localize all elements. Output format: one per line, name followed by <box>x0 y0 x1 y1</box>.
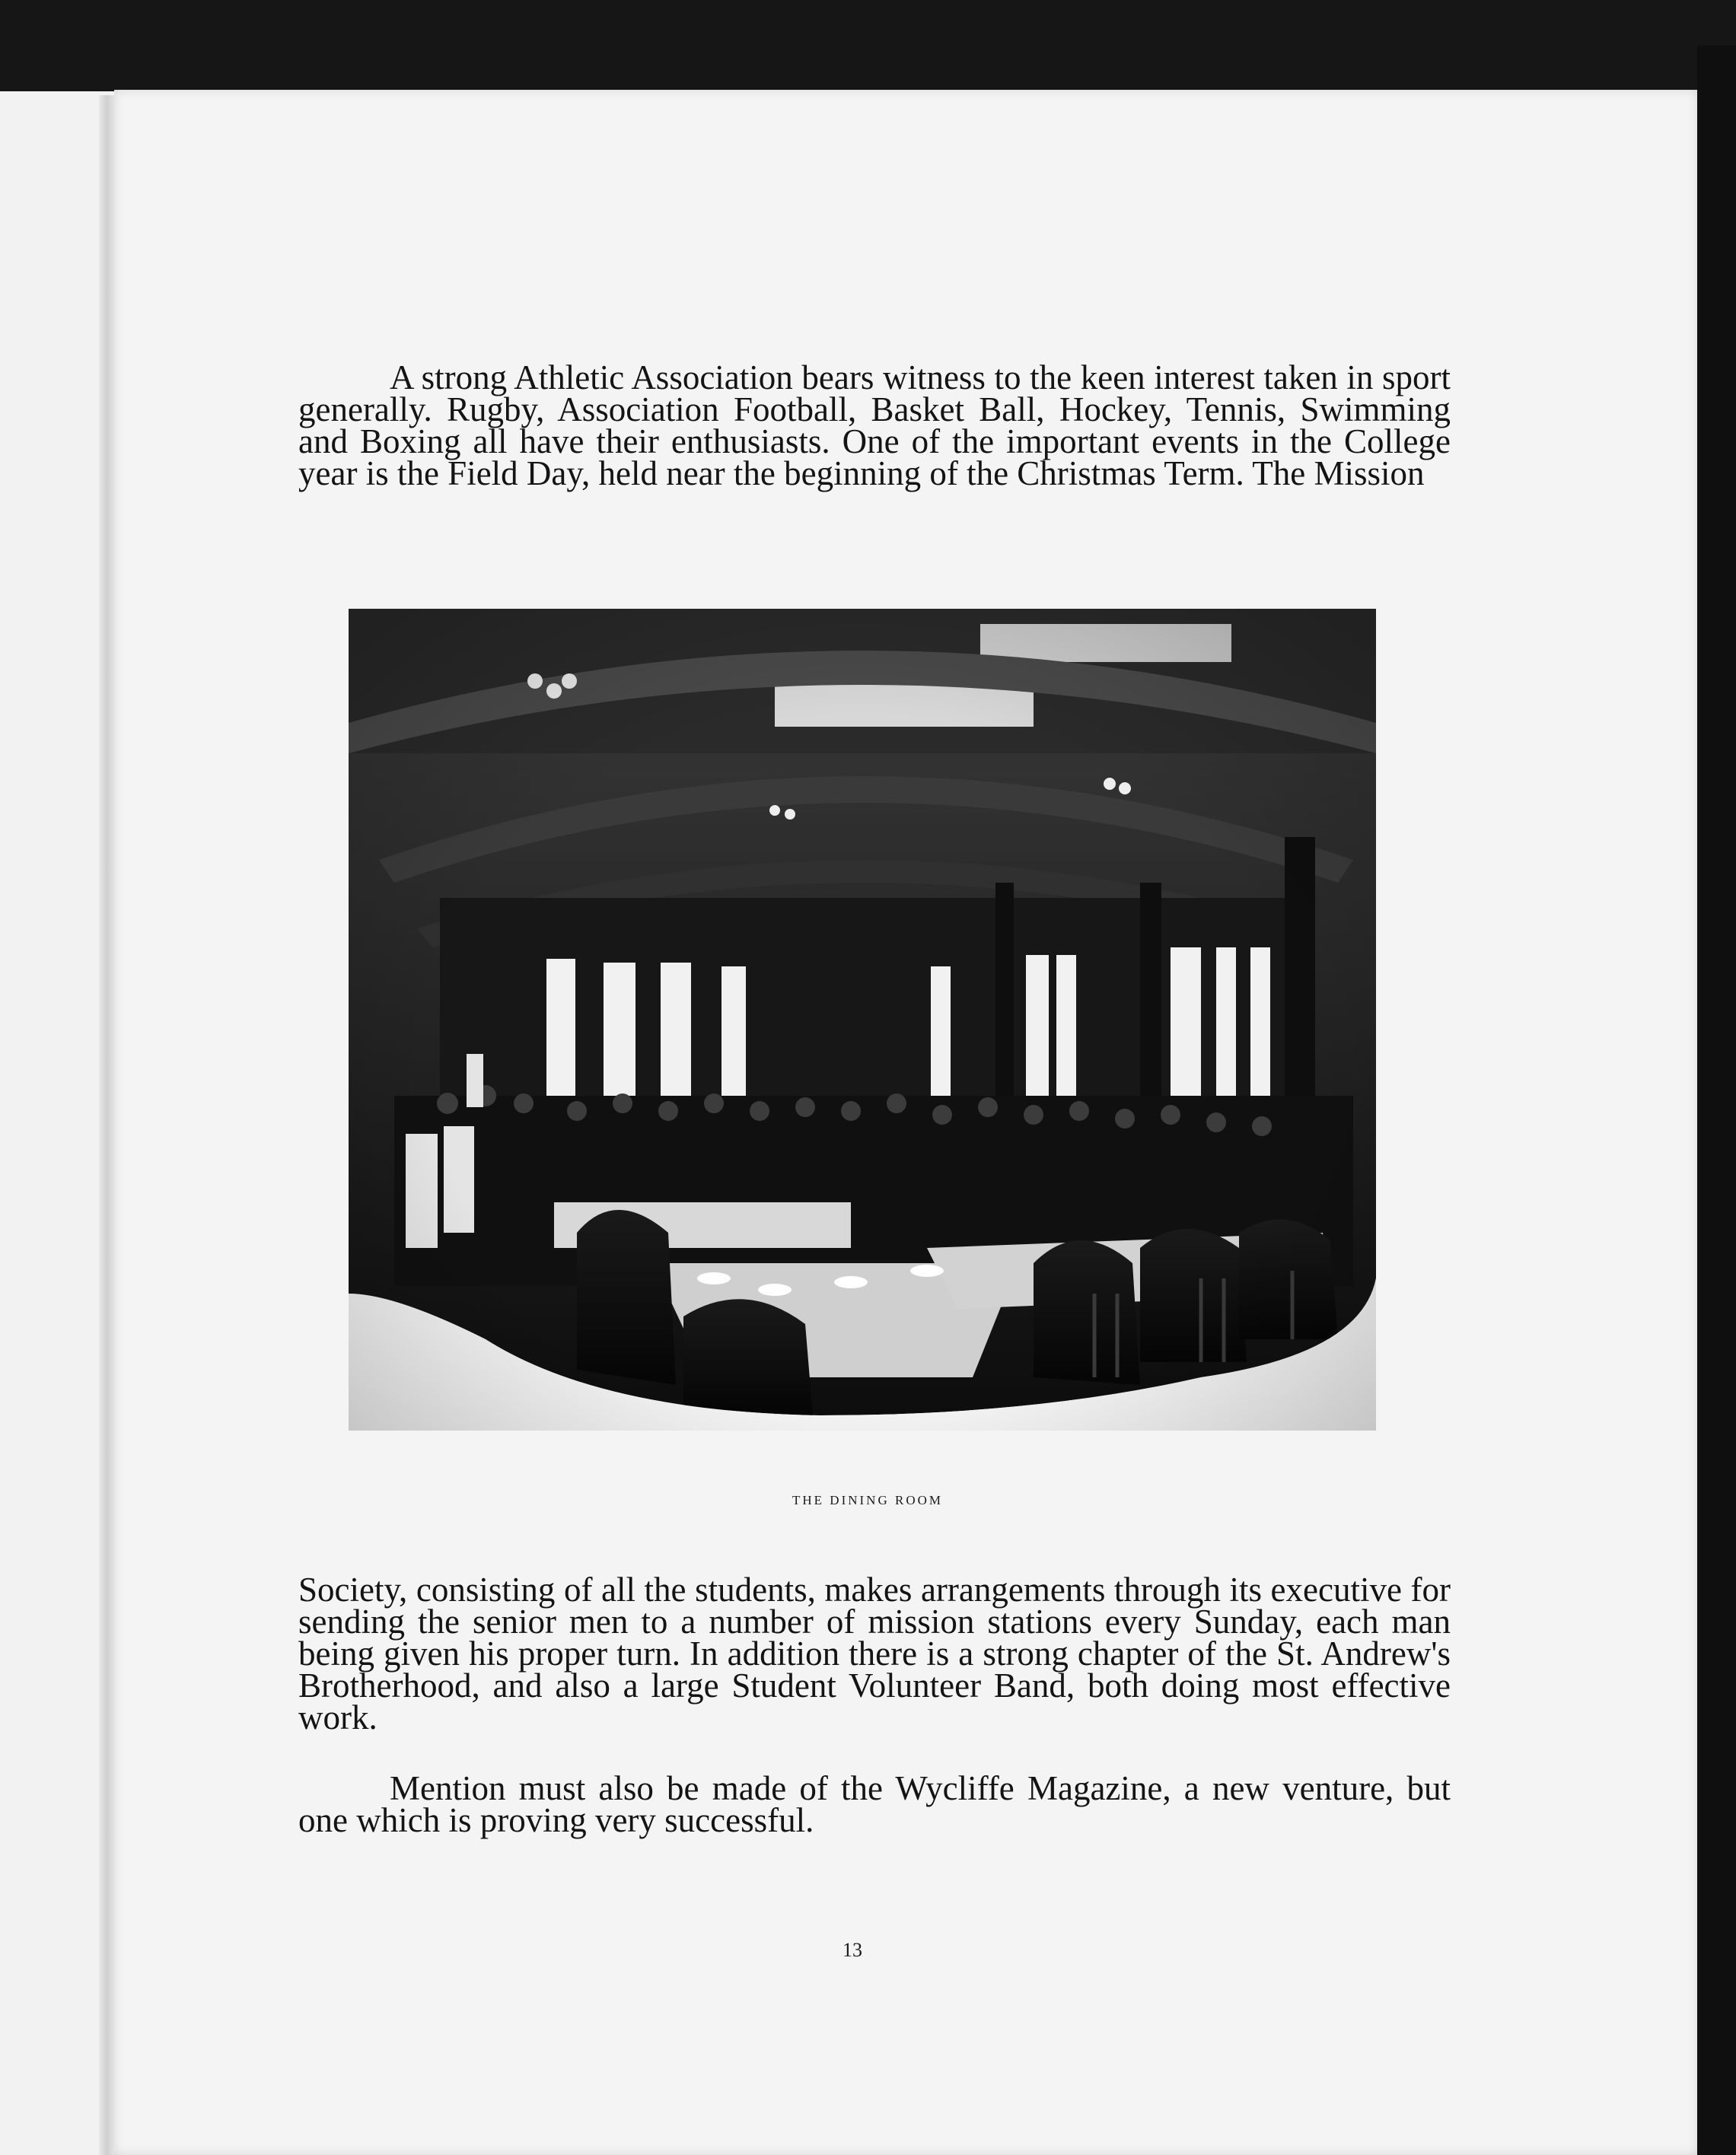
page-number: 13 <box>843 1939 862 1961</box>
facing-page-margin <box>0 91 114 2155</box>
dining-room-photograph <box>349 609 1376 1431</box>
body-paragraph-athletics: A strong Athletic Association bears witness to the keen interest taken in sport generally. Rugby, Association Football, Basket Ball, Hockey, Tennis, Swimming and Boxing all have their enthusiasts. One of the important events in the College year is the Field Day, held near the beginning of the Christmas Term. The Mission <box>298 358 1451 492</box>
photo-caption: THE DINING ROOM <box>792 1493 943 1507</box>
body-paragraph-magazine: Mention must also be made of the Wycliffe Magazine, a new venture, but one which is proving very successful. <box>298 1769 1451 1839</box>
body-paragraph-mission-society: Society, consisting of all the students, makes arrangements through its executive for sending the senior men to a number of mission stations every Sunday, each man being given his proper turn. In addition there is a strong chapter of the St. Andrew's Brotherhood, and also a large Student Volunteer Band, both doing most effective work. <box>298 1571 1451 1736</box>
scan-dark-edge <box>1697 46 1736 2155</box>
